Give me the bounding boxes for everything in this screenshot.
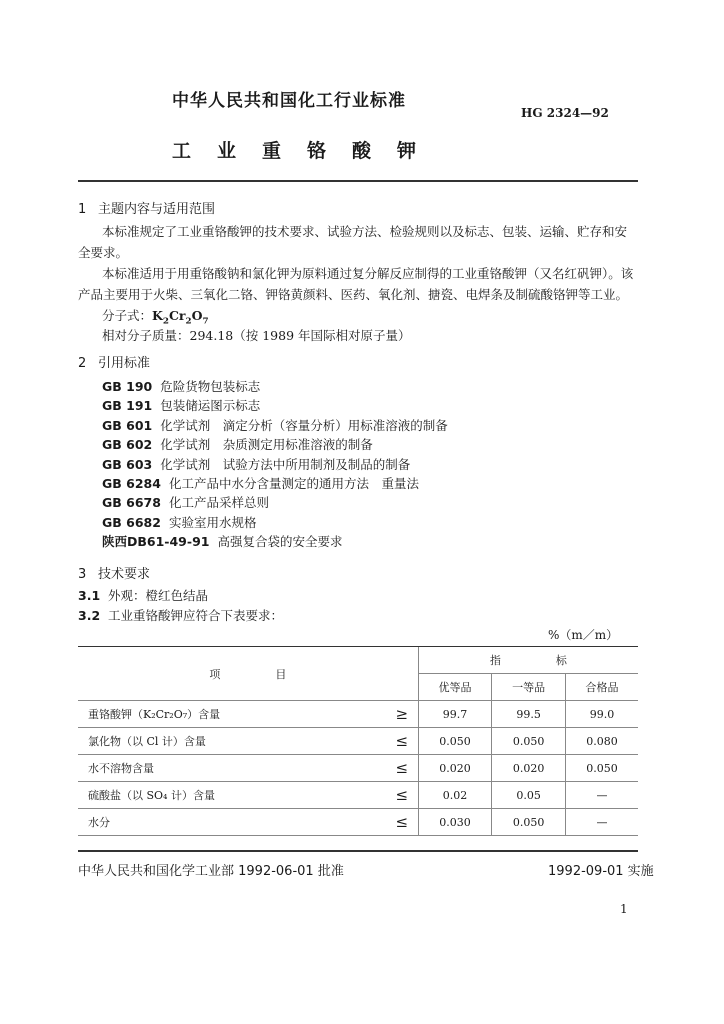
section-1-title: 主题内容与适用范围 <box>98 202 216 217</box>
reference-title: 实验室用水规格 <box>168 514 257 530</box>
formula-k: K <box>152 308 163 323</box>
standard-code: HG 2324—92 <box>521 106 609 120</box>
formula-sub-3: 7 <box>202 316 209 327</box>
scope-para-1-line-1: 本标准规定了工业重铬酸钾的技术要求、试验方法、检验规则以及标志、包装、运输、贮存和安 <box>102 224 628 239</box>
reference-title: 化学试剂 试验方法中所用制剂及制品的制备 <box>160 456 411 472</box>
col-item-header: 项 目 <box>78 647 418 701</box>
table-row <box>78 809 638 836</box>
value-qualified: 0.050 <box>565 755 638 782</box>
col-index-header: 指 标 <box>418 647 638 674</box>
section-3-heading <box>78 563 150 582</box>
row-item-name: 氯化物（以 Cl 计）含量 <box>78 728 386 755</box>
approval-line: 中华人民共和国化学工业部 1992-06-01 批准 <box>78 864 344 879</box>
scope-para-2-line-1: 本标准适用于用重铬酸钠和氯化钾为原料通过复分解反应制得的工业重铬酸钾（又名红矾钾）。该 <box>102 266 634 281</box>
reference-code: GB 601 <box>102 417 153 433</box>
value-first: 0.020 <box>492 755 566 782</box>
section-1-number: 1 <box>78 202 87 217</box>
formula-sub-2: 2 <box>185 316 192 327</box>
grade-superior: 优等品 <box>418 674 492 701</box>
value-superior: 0.02 <box>418 782 492 809</box>
value-superior: 0.050 <box>418 728 492 755</box>
unit-label: %（m／m） <box>548 628 619 642</box>
reference-code: GB 190 <box>102 379 153 394</box>
reference-code: GB 191 <box>102 398 153 414</box>
footer-divider <box>78 850 638 852</box>
formula-label: 分子式： <box>102 308 153 323</box>
specification-table <box>78 646 638 836</box>
requirement-3-1 <box>78 585 208 607</box>
value-qualified: 0.080 <box>565 728 638 755</box>
row-comparison-symbol: ≤ <box>386 782 419 809</box>
reference-code: 陕西DB61-49-91 <box>102 534 210 550</box>
row-comparison-symbol: ≤ <box>386 755 419 782</box>
reference-item <box>102 455 410 473</box>
row-item-name: 水不溶物含量 <box>78 755 386 782</box>
reference-item <box>102 435 373 453</box>
requirement-3-2 <box>78 605 283 627</box>
requirement-3-1-number: 3.1 <box>78 588 101 603</box>
table-header-row <box>78 647 638 674</box>
reference-title: 危险货物包装标志 <box>160 379 261 394</box>
reference-item <box>102 416 448 434</box>
value-first: 99.5 <box>492 701 566 728</box>
document-title: 工业重铬酸钾 <box>172 140 443 162</box>
table-row <box>78 755 638 782</box>
formula-sub-1: 2 <box>162 316 169 327</box>
reference-code: GB 6682 <box>102 514 161 530</box>
value-first: 0.050 <box>492 728 566 755</box>
scope-para-2-line-2: 产品主要用于火柴、三氧化二铬、钾铬黄颜料、医药、氧化剂、搪瓷、电焊条及制硫酸铬钾等工业。 <box>78 287 629 302</box>
reference-code: GB 6284 <box>102 476 161 491</box>
scope-para-1-line-2: 全要求。 <box>78 245 129 260</box>
reference-item <box>102 513 256 531</box>
table-row <box>78 728 638 755</box>
reference-item <box>102 474 419 492</box>
reference-item <box>102 493 269 511</box>
grade-qualified: 合格品 <box>565 674 638 701</box>
value-first: 0.050 <box>492 809 566 836</box>
row-item-name: 水分 <box>78 809 386 836</box>
value-superior: 99.7 <box>418 701 492 728</box>
value-qualified: 99.0 <box>565 701 638 728</box>
reference-item <box>102 377 260 395</box>
value-superior: 0.030 <box>418 809 492 836</box>
section-2-heading <box>78 352 150 371</box>
value-qualified: — <box>565 782 638 809</box>
formula-cr: Cr <box>168 308 186 323</box>
reference-code: GB 602 <box>102 437 153 453</box>
section-2-number: 2 <box>78 356 87 371</box>
reference-code: GB 603 <box>102 456 153 472</box>
molecular-mass: 相对分子质量：294.18（按 1989 年国际相对原子量） <box>102 328 411 343</box>
section-3-number: 3 <box>78 567 87 582</box>
requirement-3-2-text: 工业重铬酸钾应符合下表要求： <box>108 608 284 623</box>
formula-o: O <box>191 308 203 323</box>
row-comparison-symbol: ≤ <box>386 809 419 836</box>
row-comparison-symbol: ≤ <box>386 728 419 755</box>
reference-title: 化工产品采样总则 <box>168 495 269 511</box>
grade-first: 一等品 <box>492 674 566 701</box>
row-item-name: 硫酸盐（以 SO₄ 计）含量 <box>78 782 386 809</box>
value-first: 0.05 <box>492 782 566 809</box>
table-row <box>78 782 638 809</box>
reference-code: GB 6678 <box>102 495 161 511</box>
reference-item <box>102 396 260 414</box>
value-qualified: — <box>565 809 638 836</box>
page-number: 1 <box>620 902 628 916</box>
reference-title: 包装储运图示标志 <box>160 398 261 414</box>
requirement-3-2-number: 3.2 <box>78 608 101 623</box>
reference-title: 化学试剂 滴定分析（容量分析）用标准溶液的制备 <box>160 417 448 433</box>
section-2-title: 引用标准 <box>98 356 151 371</box>
row-item-name: 重铬酸钾（K₂Cr₂O₇）含量 <box>78 701 386 728</box>
requirement-3-1-text: 外观：橙红色结晶 <box>108 588 209 603</box>
effective-date: 1992-09-01 实施 <box>548 864 654 879</box>
reference-item <box>102 532 342 550</box>
reference-title: 高强复合袋的安全要求 <box>217 534 343 550</box>
table-row <box>78 701 638 728</box>
row-comparison-symbol: ≥ <box>386 701 419 728</box>
section-3-title: 技术要求 <box>98 567 151 582</box>
reference-title: 化学试剂 杂质测定用标准溶液的制备 <box>160 437 373 453</box>
title-divider <box>78 180 638 182</box>
issuer-title: 中华人民共和国化工行业标准 <box>172 91 406 111</box>
value-superior: 0.020 <box>418 755 492 782</box>
reference-title: 化工产品中水分含量测定的通用方法 重量法 <box>168 476 419 491</box>
section-1-heading <box>78 198 215 217</box>
